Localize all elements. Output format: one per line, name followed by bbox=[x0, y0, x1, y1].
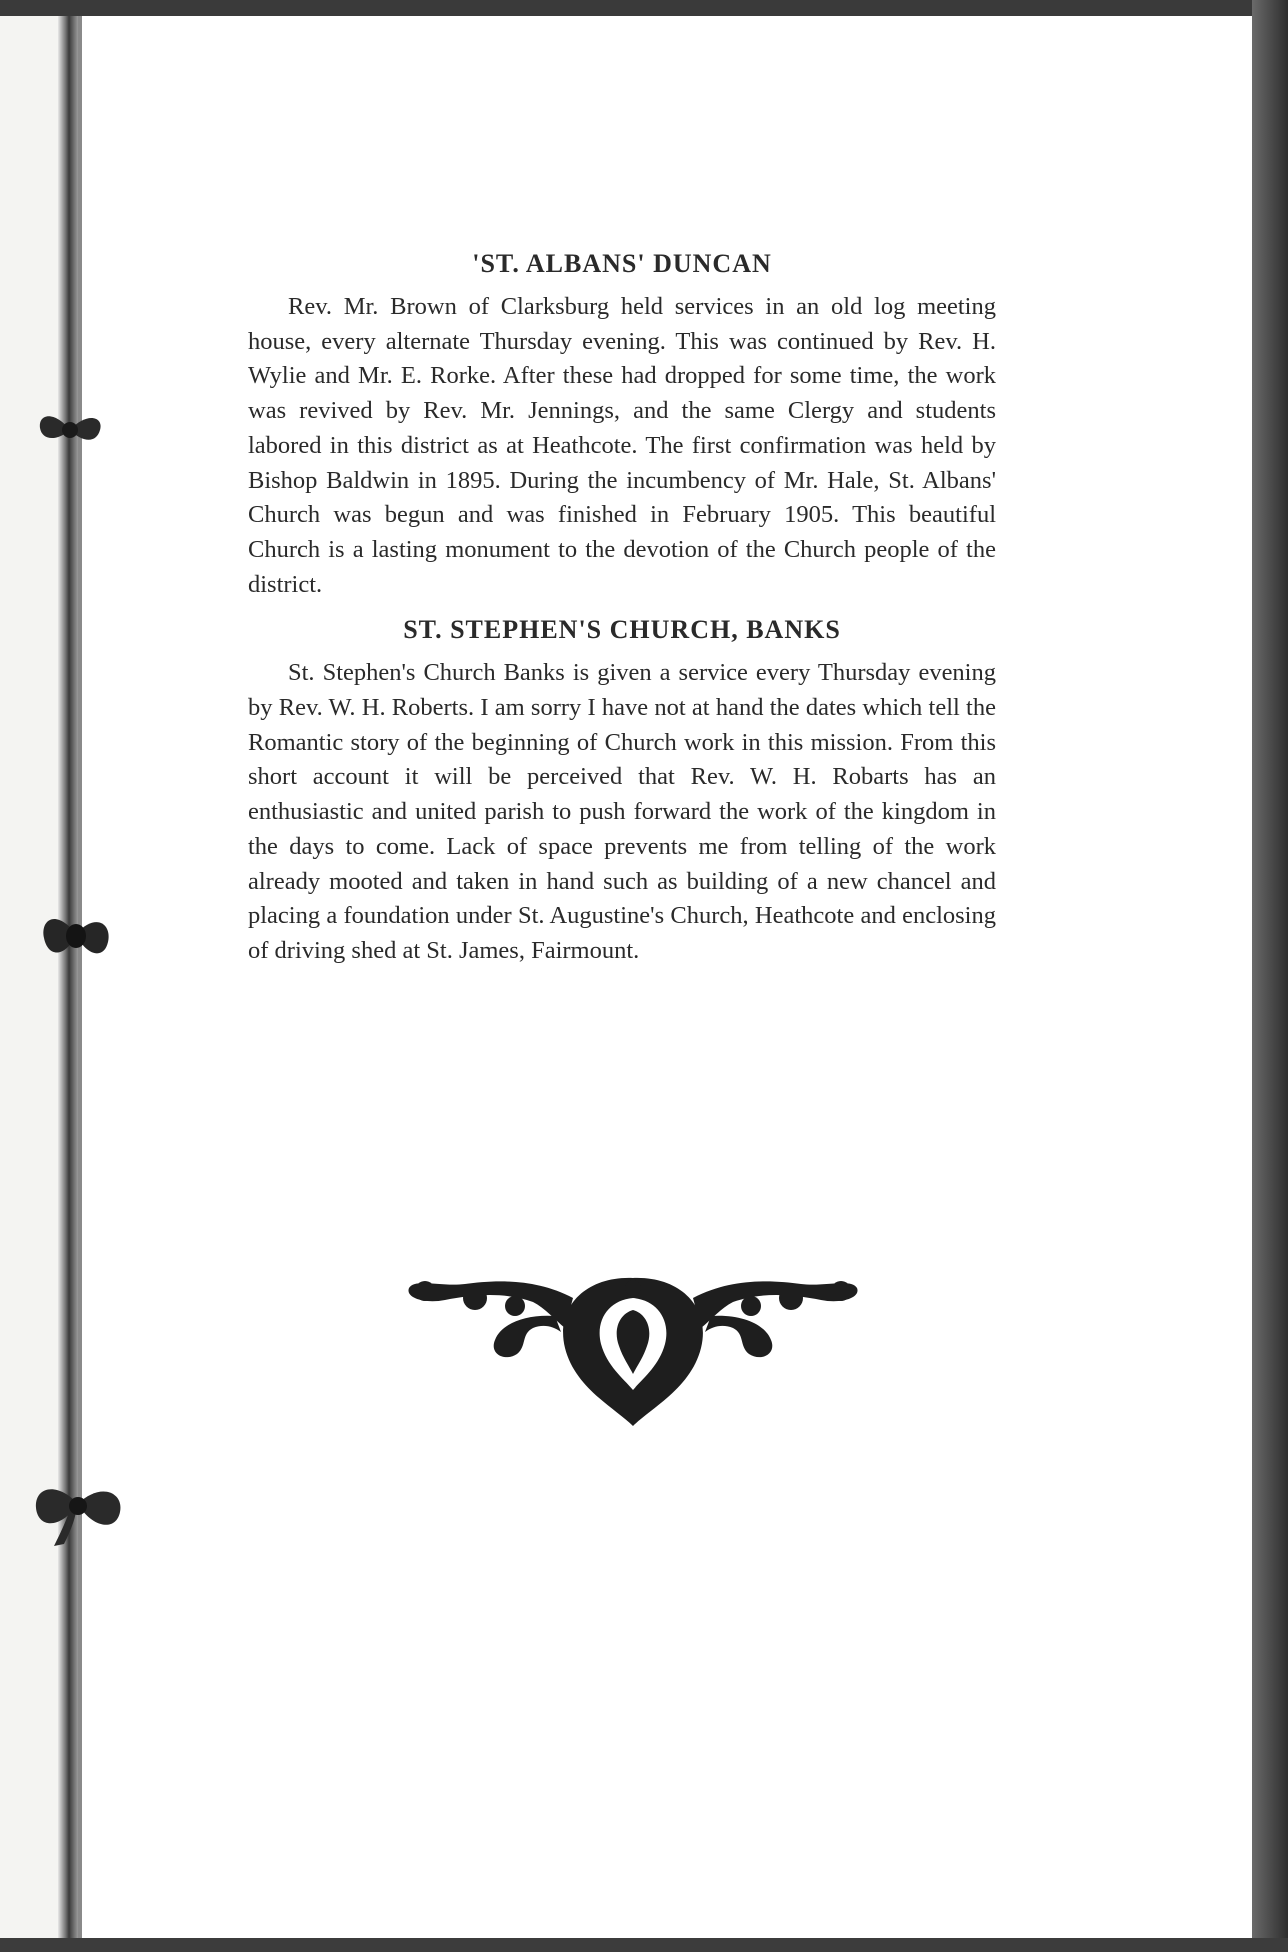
page-text bbox=[248, 246, 996, 979]
ribbon-knot-icon bbox=[38, 898, 114, 974]
binding-spine bbox=[58, 16, 78, 1938]
scan-border-right bbox=[1252, 0, 1288, 1952]
scan-border-bottom bbox=[0, 1938, 1288, 1952]
ribbon-knot-icon bbox=[34, 400, 106, 460]
section-body-st-albans: Rev. Mr. Brown of Clarksburg held services in an old log meeting house, every alternate Thursday evening. This was continued by Rev. H. Wylie and Mr. E. Rorke. After these had dropped for some time, the work was revived by Rev. Mr. Jennings, and the same Clergy and students labored in this district as at Heathcote. The first confirmation was held by Bishop Baldwin in 1895. During the incumbency of Mr. Hale, St. Albans' Church was begun and was finished in February 1905. This beautiful Church is a lasting monument to the devotion of the Church people of the district. bbox=[248, 293, 996, 598]
scan-border-top bbox=[0, 0, 1288, 16]
ribbon-knot-icon bbox=[30, 1470, 126, 1548]
section-heading-st-albans: 'ST. ALBANS' DUNCAN bbox=[472, 249, 772, 278]
section-body-st-stephens: St. Stephen's Church Banks is given a service every Thursday evening by Rev. W. H. Roberts. I am sorry I have not at hand the dates which tell the Romantic story of the beginning of Church work in this mission. From this short account it will be perceived that Rev. W. H. Robarts has an enthusiastic and united parish to push forward the work of the kingdom in the days to come. Lack of space prevents me from telling of the work already mooted and taken in hand such as building of a new chancel and placing a foundation under St. Augustine's Church, Heathcote and enclosing of driving shed at St. James, Fairmount. bbox=[248, 659, 996, 964]
floral-scroll-ornament-icon bbox=[405, 1258, 861, 1428]
section-heading-st-stephens: ST. STEPHEN'S CHURCH, BANKS bbox=[403, 615, 841, 645]
facing-page-edge bbox=[0, 16, 62, 1938]
